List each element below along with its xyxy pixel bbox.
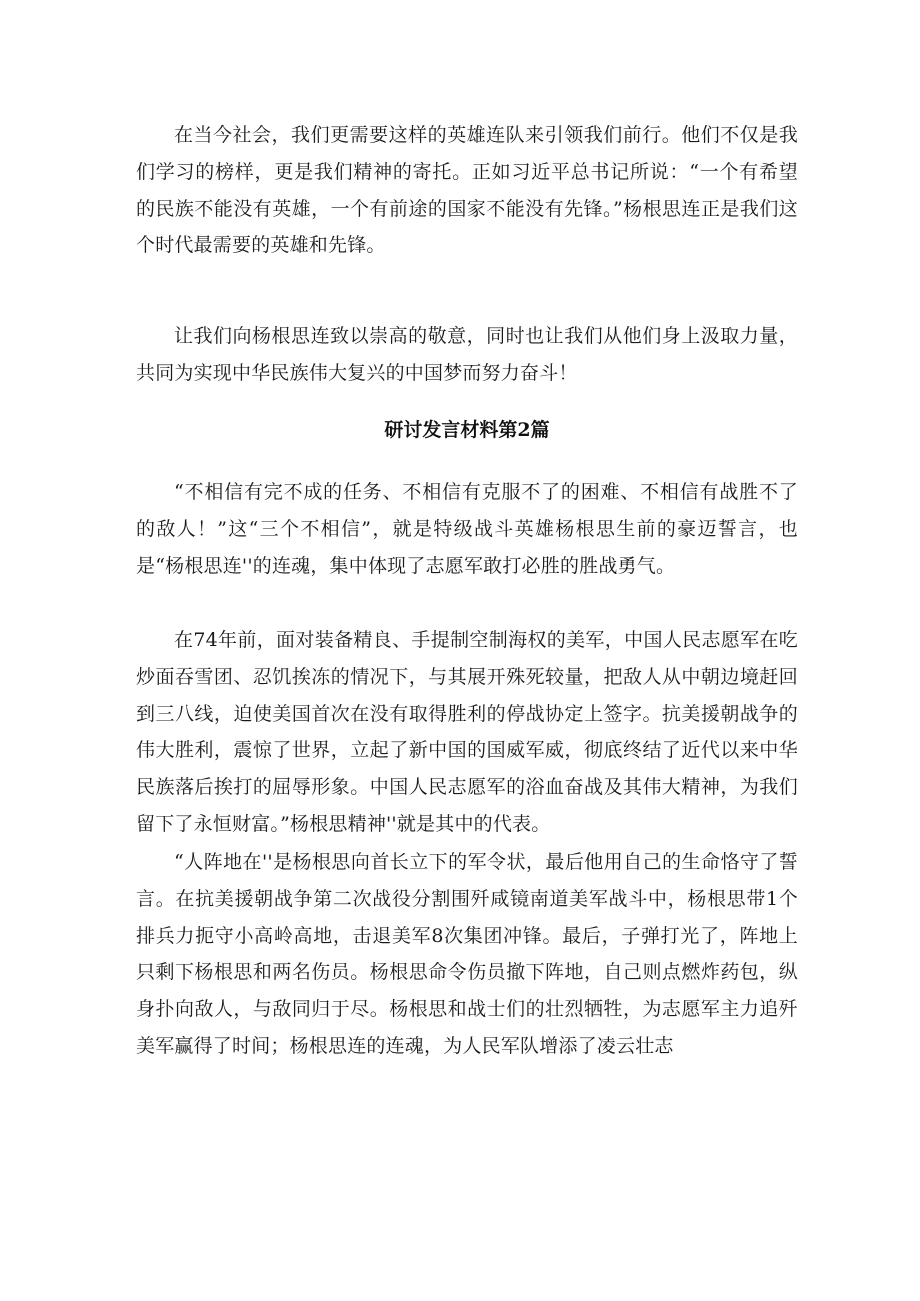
paragraph-three-beliefs: “不相信有完不成的任务、不相信有克服不了的困难、不相信有战胜不了的敌人！”这“三个不相信”，就是特级战斗英雄杨根思生前的豪迈誓言，也是“杨根思连''的连魂，集中体现了志愿军敢打必胜的胜战勇气。	[136, 481, 798, 577]
paragraph-yang-gensi-sacrifice: “人阵地在''是杨根思向首长立下的军令状，最后他用自己的生命恪守了誓言。在抗美援朝战争第二次战役分割围歼咸镜南道美军战斗中，杨根思带1个排兵力扼守小高岭高地，击退美军8次集团冲锋。最后，子弹打光了，阵地上只剩下杨根思和两名伤员。杨根思命令伤员撤下阵地，自己则点燃炸药包，纵身扑向敌人，与敌同归于尽。杨根思和战士们的壮烈牺牲，为志愿军主力追歼美军赢得了时间；杨根思连的连魂，为人民军队增添了凌云壮志	[136, 851, 798, 1057]
paragraph-victory: 在74年前，面对装备精良、手提制空制海权的美军，中国人民志愿军在吃炒面吞雪团、忍饥挨冻的情况下，与其展开殊死较量，把敌人从中朝边境赶回到三八线，迫使美国首次在没有取得胜利的停战协定上签字。抗美援朝战争的伟大胜利，震惊了世界，立起了新中国的国威军威，彻底终结了近代以来中华民族落后挨打的屈辱形象。中国人民志愿军的浴血奋战及其伟大精神，为我们留下了永恒财富。”杨根思精神''就是其中的代表。	[136, 629, 798, 835]
paragraph-salute: 让我们向杨根思连致以崇高的敬意，同时也让我们从他们身上汲取力量，共同为实现中华民族伟大复兴的中国梦而努力奋斗！	[136, 325, 798, 384]
paragraph-heroic-company: 在当今社会，我们更需要这样的英雄连队来引领我们前行。他们不仅是我们学习的榜样，更是我们精神的寄托。正如习近平总书记所说：“一个有希望的民族不能没有英雄，一个有前途的国家不能没有先锋。”杨根思连正是我们这个时代最需要的英雄和先锋。	[136, 124, 798, 257]
section-title: 研讨发言材料第2篇	[384, 419, 550, 441]
